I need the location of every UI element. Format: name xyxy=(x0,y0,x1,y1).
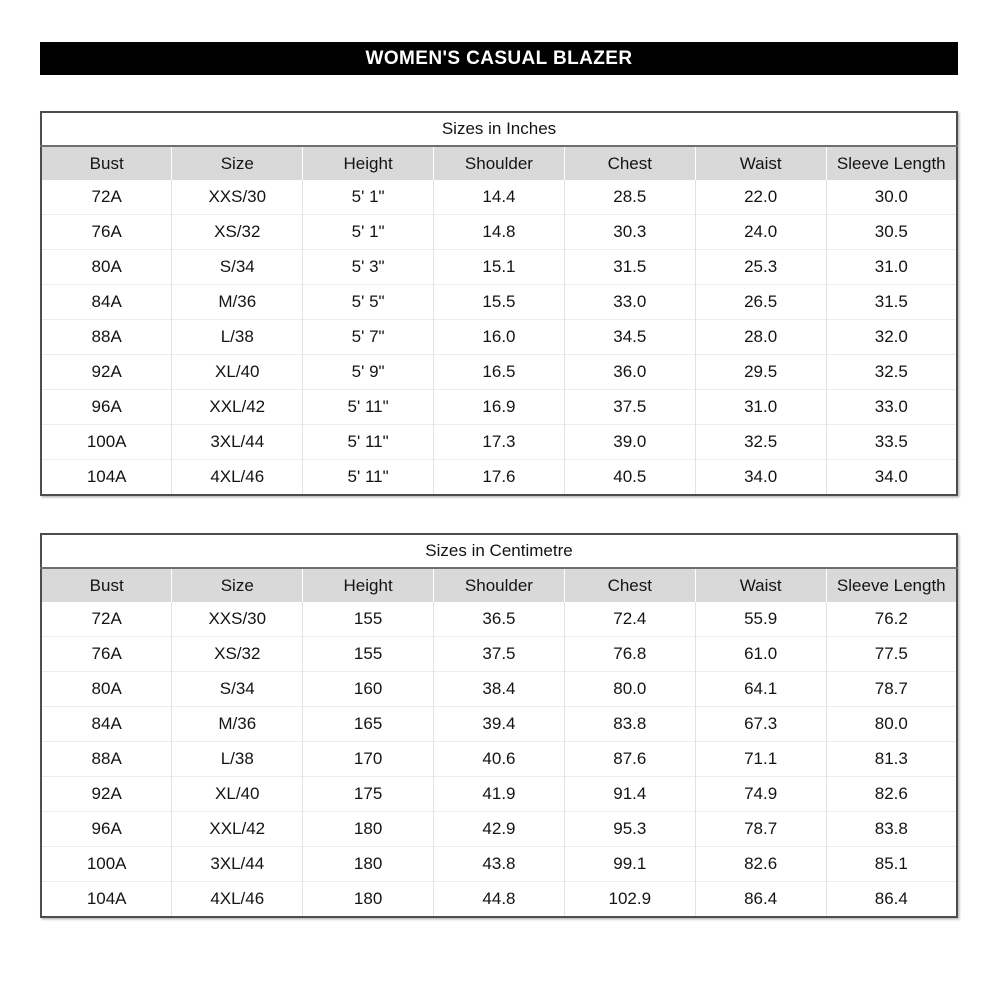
table-cell: 15.5 xyxy=(434,285,565,320)
table-cell: 92A xyxy=(41,355,172,390)
table-cell: XS/32 xyxy=(172,215,303,250)
table-cell: 85.1 xyxy=(826,847,957,882)
table-cell: 4XL/46 xyxy=(172,460,303,496)
table-cell: 80.0 xyxy=(564,672,695,707)
table-cell: 170 xyxy=(303,742,434,777)
column-header: Waist xyxy=(695,146,826,180)
product-title: WOMEN'S CASUAL BLAZER xyxy=(365,47,633,69)
table-cell: 80.0 xyxy=(826,707,957,742)
table-cell: 31.5 xyxy=(564,250,695,285)
table-cell: 29.5 xyxy=(695,355,826,390)
table-cell: 14.8 xyxy=(434,215,565,250)
table-cell: 39.4 xyxy=(434,707,565,742)
table-cell: 5' 1" xyxy=(303,180,434,215)
table-row xyxy=(41,180,957,215)
table-cell: 36.0 xyxy=(564,355,695,390)
table-cell: S/34 xyxy=(172,672,303,707)
table-cell: 30.5 xyxy=(826,215,957,250)
table-cell: 84A xyxy=(41,707,172,742)
table-row xyxy=(41,672,957,707)
column-header: Size xyxy=(172,568,303,602)
table-cell: 160 xyxy=(303,672,434,707)
table-title: Sizes in Centimetre xyxy=(41,534,957,568)
table-cell: S/34 xyxy=(172,250,303,285)
table-cell: 5' 7" xyxy=(303,320,434,355)
table-cell: 67.3 xyxy=(695,707,826,742)
table-cell: 26.5 xyxy=(695,285,826,320)
centimetre-table-body xyxy=(41,602,957,917)
table-cell: 44.8 xyxy=(434,882,565,918)
table-cell: 25.3 xyxy=(695,250,826,285)
table-cell: 180 xyxy=(303,812,434,847)
table-cell: 14.4 xyxy=(434,180,565,215)
table-row xyxy=(41,847,957,882)
table-row xyxy=(41,812,957,847)
table-cell: 84A xyxy=(41,285,172,320)
centimetre-size-table xyxy=(40,533,958,918)
table-cell: 33.5 xyxy=(826,425,957,460)
column-header: Shoulder xyxy=(434,146,565,180)
table-cell: 28.0 xyxy=(695,320,826,355)
table-cell: 28.5 xyxy=(564,180,695,215)
table-row xyxy=(41,777,957,812)
table-cell: L/38 xyxy=(172,320,303,355)
table-cell: 22.0 xyxy=(695,180,826,215)
table-cell: 86.4 xyxy=(695,882,826,918)
table-cell: M/36 xyxy=(172,285,303,320)
table-cell: 34.5 xyxy=(564,320,695,355)
table-cell: 5' 1" xyxy=(303,215,434,250)
table-cell: 61.0 xyxy=(695,637,826,672)
table-cell: 32.5 xyxy=(826,355,957,390)
table-cell: 5' 3" xyxy=(303,250,434,285)
column-header: Bust xyxy=(41,146,172,180)
table-cell: 96A xyxy=(41,812,172,847)
table-cell: 155 xyxy=(303,637,434,672)
table-cell: 31.0 xyxy=(695,390,826,425)
table-cell: 83.8 xyxy=(826,812,957,847)
table-row xyxy=(41,320,957,355)
column-header-row xyxy=(41,146,957,180)
column-header: Sleeve Length xyxy=(826,568,957,602)
table-cell: 88A xyxy=(41,320,172,355)
table-cell: 72.4 xyxy=(564,602,695,637)
column-header: Chest xyxy=(564,568,695,602)
table-cell: 41.9 xyxy=(434,777,565,812)
table-cell: 64.1 xyxy=(695,672,826,707)
table-cell: 5' 11" xyxy=(303,390,434,425)
table-cell: 43.8 xyxy=(434,847,565,882)
table-cell: 30.3 xyxy=(564,215,695,250)
table-row xyxy=(41,355,957,390)
table-cell: 91.4 xyxy=(564,777,695,812)
table-cell: 34.0 xyxy=(695,460,826,496)
table-cell: 76.8 xyxy=(564,637,695,672)
table-cell: 15.1 xyxy=(434,250,565,285)
table-cell: 76.2 xyxy=(826,602,957,637)
table-row xyxy=(41,637,957,672)
table-cell: 78.7 xyxy=(695,812,826,847)
table-cell: 5' 9" xyxy=(303,355,434,390)
table-cell: 92A xyxy=(41,777,172,812)
table-cell: 3XL/44 xyxy=(172,425,303,460)
column-header: Shoulder xyxy=(434,568,565,602)
table-cell: 100A xyxy=(41,847,172,882)
table-cell: 32.0 xyxy=(826,320,957,355)
table-title-row xyxy=(41,534,957,568)
table-cell: XXL/42 xyxy=(172,812,303,847)
table-cell: 16.5 xyxy=(434,355,565,390)
table-cell: 5' 11" xyxy=(303,460,434,496)
table-row xyxy=(41,707,957,742)
column-header: Height xyxy=(303,146,434,180)
table-row xyxy=(41,250,957,285)
table-cell: 72A xyxy=(41,602,172,637)
table-cell: M/36 xyxy=(172,707,303,742)
table-cell: 40.6 xyxy=(434,742,565,777)
column-header: Height xyxy=(303,568,434,602)
table-cell: 95.3 xyxy=(564,812,695,847)
table-cell: XXL/42 xyxy=(172,390,303,425)
table-row xyxy=(41,215,957,250)
table-cell: 72A xyxy=(41,180,172,215)
table-row xyxy=(41,390,957,425)
table-cell: 77.5 xyxy=(826,637,957,672)
table-cell: 4XL/46 xyxy=(172,882,303,918)
column-header: Size xyxy=(172,146,303,180)
table-cell: 78.7 xyxy=(826,672,957,707)
table-cell: 5' 11" xyxy=(303,425,434,460)
table-cell: 31.5 xyxy=(826,285,957,320)
column-header: Sleeve Length xyxy=(826,146,957,180)
table-row xyxy=(41,742,957,777)
table-cell: 76A xyxy=(41,215,172,250)
table-cell: 3XL/44 xyxy=(172,847,303,882)
table-cell: 96A xyxy=(41,390,172,425)
inches-table-body xyxy=(41,180,957,495)
table-cell: 16.0 xyxy=(434,320,565,355)
table-cell: 5' 5" xyxy=(303,285,434,320)
table-cell: 17.3 xyxy=(434,425,565,460)
table-cell: 86.4 xyxy=(826,882,957,918)
table-cell: 155 xyxy=(303,602,434,637)
table-cell: 82.6 xyxy=(826,777,957,812)
table-cell: 180 xyxy=(303,847,434,882)
table-title-row xyxy=(41,112,957,146)
table-cell: 37.5 xyxy=(434,637,565,672)
table-cell: 34.0 xyxy=(826,460,957,496)
table-cell: 82.6 xyxy=(695,847,826,882)
table-cell: 81.3 xyxy=(826,742,957,777)
column-header: Chest xyxy=(564,146,695,180)
table-cell: 104A xyxy=(41,460,172,496)
table-cell: 74.9 xyxy=(695,777,826,812)
table-cell: 102.9 xyxy=(564,882,695,918)
table-cell: 30.0 xyxy=(826,180,957,215)
table-cell: 39.0 xyxy=(564,425,695,460)
table-row xyxy=(41,425,957,460)
table-cell: 165 xyxy=(303,707,434,742)
table-cell: 40.5 xyxy=(564,460,695,496)
table-row xyxy=(41,285,957,320)
table-cell: 175 xyxy=(303,777,434,812)
table-cell: 24.0 xyxy=(695,215,826,250)
column-header: Waist xyxy=(695,568,826,602)
column-header-row xyxy=(41,568,957,602)
table-cell: XXS/30 xyxy=(172,602,303,637)
table-cell: XL/40 xyxy=(172,355,303,390)
table-cell: 99.1 xyxy=(564,847,695,882)
table-cell: 17.6 xyxy=(434,460,565,496)
table-cell: 33.0 xyxy=(564,285,695,320)
table-cell: 33.0 xyxy=(826,390,957,425)
table-cell: 104A xyxy=(41,882,172,918)
table-cell: 16.9 xyxy=(434,390,565,425)
table-cell: 36.5 xyxy=(434,602,565,637)
table-cell: L/38 xyxy=(172,742,303,777)
table-cell: 38.4 xyxy=(434,672,565,707)
table-row xyxy=(41,460,957,496)
table-cell: XL/40 xyxy=(172,777,303,812)
table-cell: 31.0 xyxy=(826,250,957,285)
table-cell: 83.8 xyxy=(564,707,695,742)
table-cell: 80A xyxy=(41,250,172,285)
inches-size-table xyxy=(40,111,958,496)
table-title: Sizes in Inches xyxy=(41,112,957,146)
table-cell: 180 xyxy=(303,882,434,918)
table-cell: 87.6 xyxy=(564,742,695,777)
table-row xyxy=(41,882,957,918)
table-cell: 88A xyxy=(41,742,172,777)
column-header: Bust xyxy=(41,568,172,602)
table-cell: 55.9 xyxy=(695,602,826,637)
table-cell: 37.5 xyxy=(564,390,695,425)
product-title-banner xyxy=(40,42,958,75)
table-row xyxy=(41,602,957,637)
table-cell: 100A xyxy=(41,425,172,460)
table-cell: XXS/30 xyxy=(172,180,303,215)
table-cell: 80A xyxy=(41,672,172,707)
table-cell: XS/32 xyxy=(172,637,303,672)
table-cell: 71.1 xyxy=(695,742,826,777)
table-cell: 76A xyxy=(41,637,172,672)
table-cell: 32.5 xyxy=(695,425,826,460)
table-cell: 42.9 xyxy=(434,812,565,847)
